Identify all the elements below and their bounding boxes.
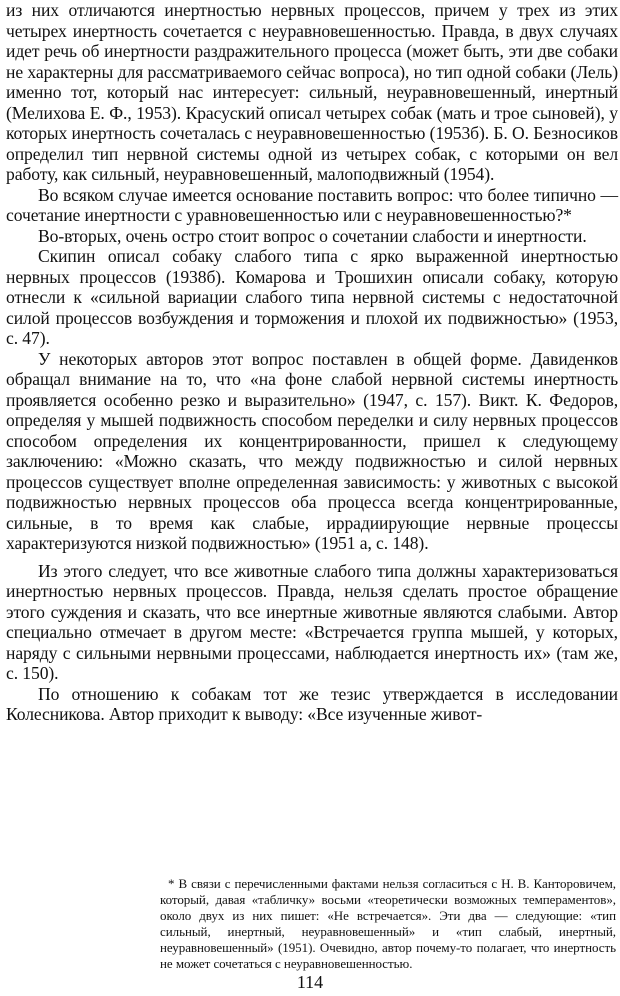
paragraph-1: из них отличаются инертностью нервных процессов, причем у трех из этих четырех инертность сочетается с неуравновешенностью. Правда, в двух случаях идет речь об инертности раздражительного процесса (может быть, эти две собаки не характерны для рассматриваемого сейчас вопроса), но тип одной собаки (Лель) именно тот, который нас интересует: сильный, неуравновешенный, инертный (Мелихова Е. Ф., 1953). Красуский описал четырех собак (мать и трое сыновей), у которых инертность сочеталась с неуравновешенностью (1953б). Б. О. Безносиков определил тип нервной системы одной из четырех собак, с которыми он вел работу, как сильный, неуравновешенный, малоподвижный (1954). [6,0,618,184]
paragraph-4: Скипин описал собаку слабого типа с ярко выраженной инертностью нервных процессов (1938б). Комарова и Трошихин описали собаку, которую отнесли к «сильной вариации слабого типа нервной системы с недостаточной силой процессов возбуждения и торможения и плохой их подвижностью» (1953, с. 47). [6,246,618,348]
footnote [160,876,616,972]
main-text [6,0,618,725]
page-number: 114 [296,972,324,992]
paragraph-6: Из этого следует, что все животные слабого типа должны характеризоваться инертностью нервных процессов. Правда, нельзя сделать простое обращение этого суждения и сказать, что все инертные животные являются слабыми. Автор специально отмечает в другом месте: «Встречается группа мышей, у которых, наряду с сильными нервными процессами, наблюдается инертность их» (там же, с. 150). [6,560,618,683]
paragraph-3: Во-вторых, очень остро стоит вопрос о сочетании слабости и инертности. [38,225,587,246]
paragraph-7: По отношению к собакам тот же тезис утверждается в исследовании Колесникова. Автор приходит к выводу: «Все изученные живот- [6,683,618,724]
footnote-text: * В связи с перечисленными фактами нельзя согласиться с Н. В. Канторовичем, который, давая «табличку» восьми «теоретически возможных темпераментов», около двух из них пишет: «Не встречается». Эти два — следующие: «тип сильный, инертный, неуравновешенный» и «тип слабый, инертный, неуравновешенный» (1951). Очевидно, автор почему-то полагает, что инертность не может сочетаться с неуравновешенностью. [160,876,616,971]
paragraph-2: Во всяком случае имеется основание поставить вопрос: что более типично — сочетание инертности с уравновешенностью или с неуравновешенностью?* [6,184,618,225]
paragraph-5: У некоторых авторов этот вопрос поставлен в общей форме. Давиденков обращал внимание на то, что «на фоне слабой нервной системы инертность проявляется особенно резко и выразительно» (1947, с. 157). Викт. К. Федоров, определяя у мышей подвижность способом переделки и силу нервных процессов способом определения их концентрированности, пришел к следующему заключению: «Можно сказать, что между подвижностью и силой нервных процессов существует вполне определенная зависимость: у животных с высокой подвижностью нервных процессов оба процесса всегда концентрированные, сильные, в то время как слабые, иррадиирующие нервные процессы характеризуются низкой подвижностью» (1951 а, с. 148). [6,348,618,553]
